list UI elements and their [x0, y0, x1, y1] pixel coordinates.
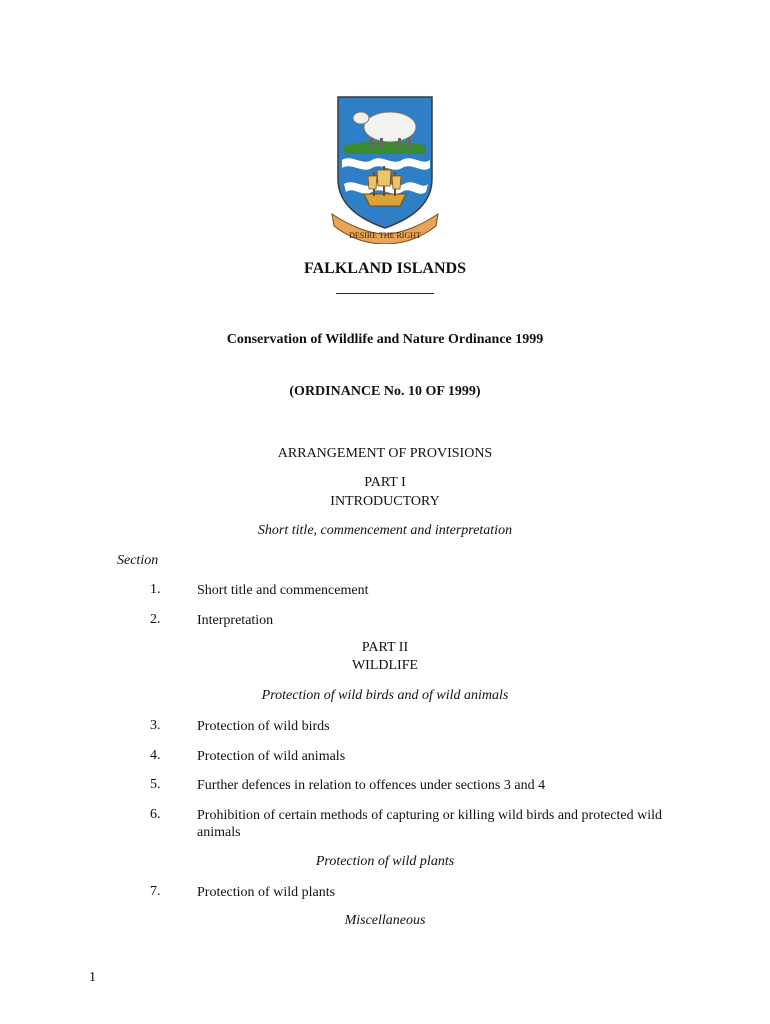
part-2-subheading-plants: Protection of wild plants: [315, 854, 455, 869]
section-title: Protection of wild animals: [197, 749, 346, 764]
coat-of-arms-icon: [330, 94, 440, 244]
section-title: Short title and commencement: [197, 583, 369, 598]
section-number: 3.: [150, 718, 161, 733]
section-number: 5.: [150, 777, 161, 792]
section-number: 4.: [150, 748, 161, 763]
part-1-subheading: Short title, commencement and interpretation: [257, 523, 513, 538]
section-title: Protection of wild birds: [197, 719, 330, 734]
part-1-label: PART I: [364, 475, 406, 490]
part-2-label: PART II: [361, 640, 409, 655]
title-divider: [336, 293, 434, 294]
section-number: 7.: [150, 884, 161, 899]
falkland-islands-coat-of-arms: [330, 94, 440, 244]
section-title: Further defences in relation to offences under sections 3 and 4: [197, 778, 546, 793]
arrangement-heading: ARRANGEMENT OF PROVISIONS: [277, 446, 493, 461]
svg-text:DESIRE THE RIGHT: DESIRE THE RIGHT: [349, 231, 421, 240]
page-number: 1: [89, 970, 96, 985]
section-title: Interpretation: [197, 613, 274, 628]
section-label: Section: [117, 553, 159, 568]
ordinance-name: Conservation of Wildlife and Nature Ordinance 1999: [226, 332, 544, 347]
document-title: FALKLAND ISLANDS: [304, 260, 466, 277]
part-2-name: WILDLIFE: [351, 658, 419, 673]
section-title: Prohibition of certain methods of capturing or killing wild birds and protected wild animals: [197, 808, 663, 840]
section-number: 2.: [150, 612, 161, 627]
part-1-name: INTRODUCTORY: [330, 494, 440, 509]
section-number: 6.: [150, 807, 161, 822]
part-2-subheading: Protection of wild birds and of wild animals: [261, 688, 509, 703]
section-title: Protection of wild plants: [197, 885, 336, 900]
ordinance-number: (ORDINANCE No. 10 OF 1999): [289, 384, 481, 399]
section-number: 1.: [150, 582, 161, 597]
part-2-subheading-miscellaneous: Miscellaneous: [344, 913, 426, 928]
